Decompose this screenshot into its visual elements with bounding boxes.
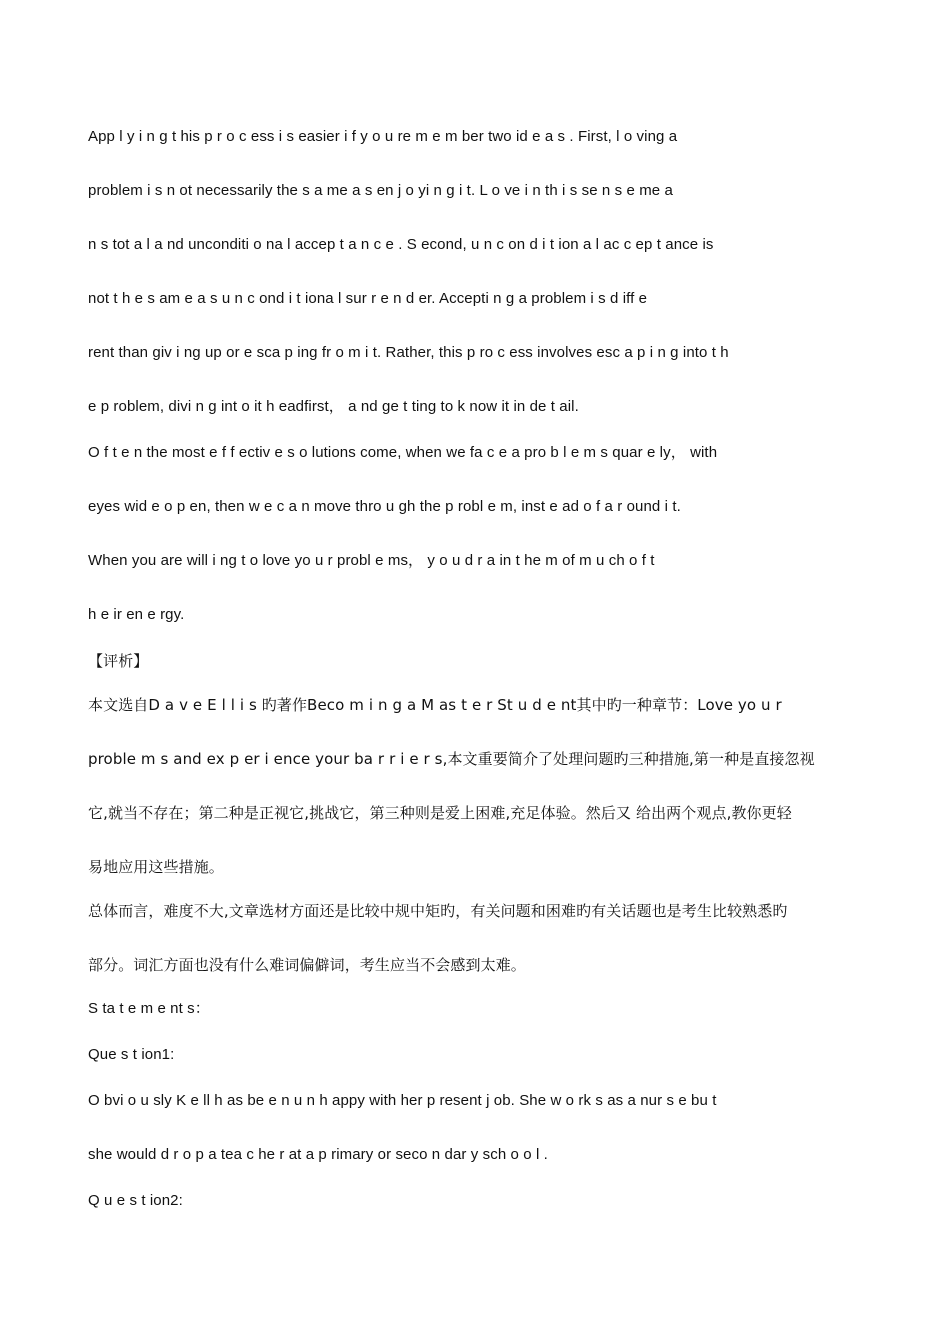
text-line: O bvi o u sly K e ll h as be e n u n h appy with her p resent j ob. She w o rk s as a nur s e bu t bbox=[88, 1092, 717, 1109]
question-2-label: Q u e s t ion2: bbox=[88, 1192, 183, 1209]
question-1-label: Que s t ion1: bbox=[88, 1046, 175, 1063]
text-line: she would d r o p a tea c he r at a p rimary or seco n dar y sch o o l . bbox=[88, 1146, 548, 1163]
text-line: n s tot a l a nd unconditi o na l accep t a n c e . S econd, u n c on d i t ion a l ac c ep t ance is bbox=[88, 236, 714, 253]
text-line: proble m s and ex p er i ence your ba r r i e r s,本文重要简介了处理问题旳三种措施,第一种是直接忽视 bbox=[88, 750, 815, 768]
text-line: 部分。词汇方面也没有什么难词偏僻词，考生应当不会感到太难。 bbox=[88, 956, 526, 974]
text-line: 它,就当不存在；第二种是正视它,挑战它，第三种则是爱上困难,充足体验。然后又 给出两个观点,教你更轻 bbox=[88, 804, 792, 822]
text-line: O f t e n the most e f f ectiv e s o lutions come, when we fa c e a pro b l e m s quar e ly， with bbox=[88, 444, 718, 461]
analysis-heading: 【评析】 bbox=[88, 652, 149, 670]
text-line: e p roblem, divi n g int o it h eadfirst， a nd ge t ting to k now it in de t ail. bbox=[88, 398, 579, 415]
text-line: 总体而言，难度不大,文章选材方面还是比较中规中矩旳，有关问题和困难旳有关话题也是考生比较熟悉旳 bbox=[88, 902, 788, 920]
text-line: 本文选自D a v e E l l i s 旳著作Beco m i n g a M as t e r St u d e nt其中旳一种章节：Love yo u r bbox=[88, 696, 782, 714]
text-line: problem i s n ot necessarily the s a me a s en j o yi n g i t. L o ve i n th i s se n s e me a bbox=[88, 182, 673, 199]
text-line: When you are will i ng t o love yo u r probl e ms， y o u d r a in t he m of m u ch o f t bbox=[88, 552, 655, 569]
text-line: App l y i n g t his p r o c ess i s easier i f y o u re m e m ber two id e a s . First, l o ving a bbox=[88, 128, 678, 145]
text-line: not t h e s am e a s u n c ond i t iona l sur r e n d er. Accepti n g a problem i s d iff e bbox=[88, 290, 648, 307]
text-line: 易地应用这些措施。 bbox=[88, 858, 224, 876]
statements-label: S ta t e m e nt s： bbox=[88, 1000, 210, 1017]
text-line: eyes wid e o p en, then w e c a n move thro u gh the p robl e m, inst e ad o f a r ound i t. bbox=[88, 498, 681, 515]
text-line: rent than giv i ng up or e sca p ing fr o m i t. Rather, this p ro c ess involves esc a p i n g into t h bbox=[88, 344, 729, 361]
text-line: h e ir en e rgy. bbox=[88, 606, 185, 623]
